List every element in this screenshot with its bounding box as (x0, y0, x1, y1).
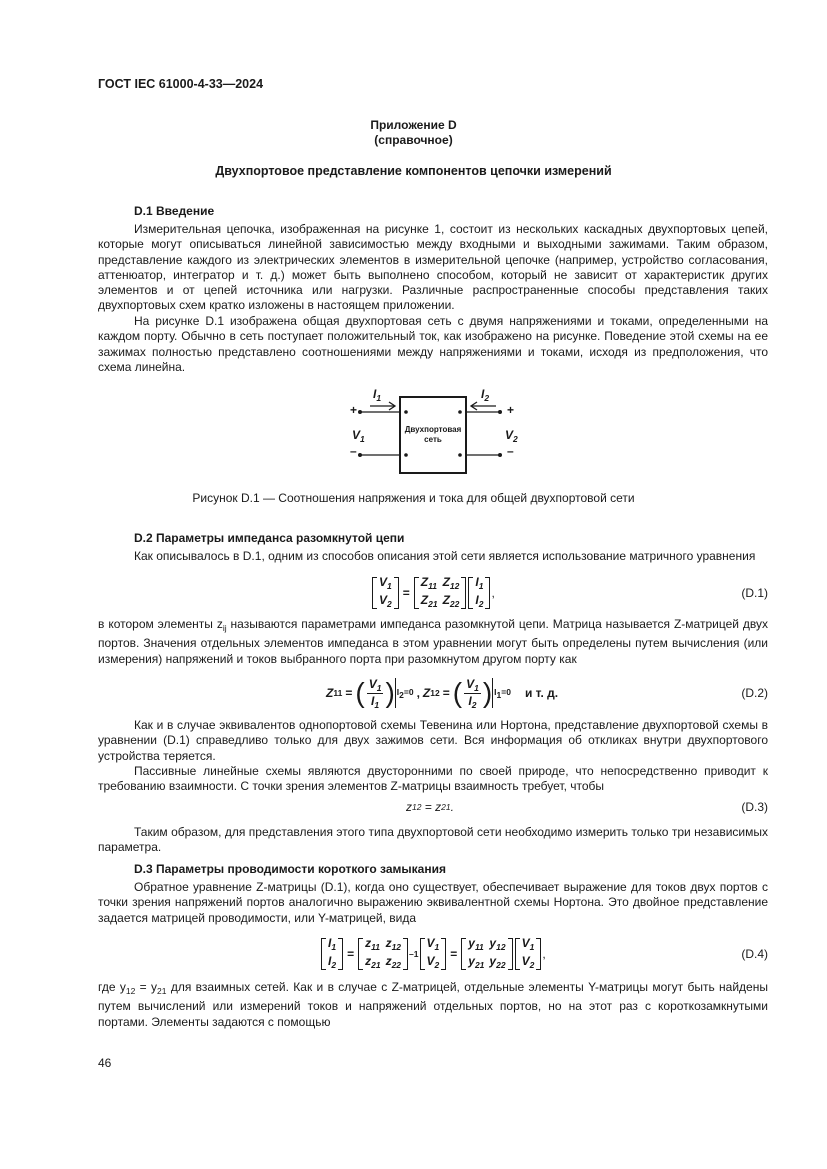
d3-paragraph-1: Обратное уравнение Z-матрицы (D.1), когда оно существует, обеспечивает выражение для токов двух портов с точки зрения напряжений портов аналогично выражению эквивалентной схемы Нортона. Это двойное представление задается матрицей проводимости, или Y-матрицей, вида (98, 880, 768, 925)
equation-d2-number: (D.2) (741, 686, 768, 700)
equation-d1 (98, 573, 768, 613)
d1-paragraph-2: На рисунке D.1 изображена общая двухпортовая сеть с двумя напряжениями и токами, определенными на каждом порту. Обычно в сеть поступает положительный ток, как изображено на рисунке. Поведение этой схемы на ее зажимах полностью представлено соотношениями между напряжениями и токами, исходя из предположения, что схема линейна. (98, 314, 768, 374)
d2-paragraph-4: Пассивные линейные схемы являются двусторонними по своей природе, что непосредственно приводит к требованию взаимности. С точки зрения элементов Z-матрицы взаимность требует, чтобы (98, 764, 768, 794)
section-d2-heading: D.2 Параметры импеданса разомкнутой цепи (134, 531, 405, 545)
equation-d1-number: (D.1) (741, 586, 768, 600)
equation-d2 (98, 670, 768, 716)
port2-minus-sign: – (507, 444, 514, 458)
current-i2-label: $I_2$ (481, 387, 490, 403)
equation-d2-body: Z 11 = ( $\frac{V_1}{I_1}$ ) $I_2=0$ , Z 12 = ( $\frac{V_1}{I_2}$ ) $I_1=0$ и т. д. (326, 676, 559, 710)
port1-minus-sign: – (350, 444, 357, 458)
d3-paragraph-2: где $y_{12} = y_{21}$ для взаимных сетей. Как и в случае с Z-матрицей, отдельные элементы Y-матрицы могут быть найдены путем вычислений или измерений токов и напряжений отдельных портов, но на этот раз с короткозамкнутыми портами. Элементы задаются с помощью (98, 980, 768, 1029)
current-i1-label: $I_1$ (373, 387, 382, 403)
annex-title: Приложение D (370, 118, 457, 132)
d2-paragraph-3: Как и в случае эквивалентов однопортовой схемы Тевенина или Нортона, представление двухпортовой схемы в уравнении (D.1) справедливо только для двух зажимов сети. Вся информация об откликах внутри двухпортового устройства теряется. (98, 718, 768, 763)
d2-paragraph-1: Как описывалось в D.1, одним из способов описания этой сети является использование матричного уравнения (134, 549, 756, 563)
equation-d4-number: (D.4) (741, 947, 768, 961)
section-d3-heading: D.3 Параметры проводимости короткого замыкания (134, 862, 446, 876)
equation-d4-body: $I_1$ $I_2$ = $z_{11}$ $z_{12}$ $z_{21}$ $z_{22}$ –1 $V_1$ $V_2$ = $y_{11}$ $y_{12}$ $y_{21}$ $y_{22}$ $V_1$ $V_2$ , (320, 934, 546, 974)
equation-d3-number: (D.3) (741, 800, 768, 814)
port2-plus-sign: + (507, 403, 515, 417)
network-box-label: Двухпортовая сеть (404, 425, 462, 444)
equation-d3-body: z 12 = z 21 . (406, 800, 454, 814)
d2-paragraph-5: Таким образом, для представления этого типа двухпортовой сети необходимо измерить только три независимых параметра. (98, 825, 768, 855)
page-number: 46 (98, 1056, 112, 1070)
d2-paragraph-2: в котором элементы $z_{ij}$ называются параметрами импеданса разомкнутой цепи. Матрица называется Z-матрицей двух портов. Значения отдельных элементов импеданса в этом уравнении могут быть определены путем вычисления (или измерения) напряжений и токов выбранного порта при разомкнутом другом порту как (98, 617, 768, 666)
annex-heading: Двухпортовое представление компонентов цепочки измерений (215, 164, 612, 178)
equation-d3 (98, 796, 768, 818)
annex-type: (справочное) (374, 133, 453, 147)
equation-d1-body: $V_1$ $V_2$ = $Z_{11}$ $Z_{12}$ $Z_{21}$ $Z_{22}$ $I_1$ $I_2$ , (371, 573, 495, 613)
d1-paragraph-1: Измерительная цепочка, изображенная на рисунке 1, состоит из нескольких каскадных двухпортовых цепей, которые могут описываться линейной зависимостью между входными и выходными зажимами. Таким образом, представление каждого из электрических элементов в измерительной цепочке (например, устройство согласования, аттенюатор, интегратор и т. д.) может быть выполнено способом, который не зависит от характеристик других элементов и от цепей источника или нагрузки. Различные распространенные способы представления таких двухпортовых схем кратко изложены в настоящем приложении. (98, 222, 768, 313)
port1-plus-sign: + (350, 403, 358, 417)
section-d1-heading: D.1 Введение (134, 204, 215, 218)
equation-d4 (98, 934, 768, 974)
figure-caption: Рисунок D.1 — Соотношения напряжения и тока для общей двухпортовой сети (192, 491, 635, 505)
voltage-v2-label: $V_2$ (505, 428, 518, 444)
standard-header: ГОСТ IEC 61000-4-33—2024 (98, 77, 264, 91)
voltage-v1-label: $V_1$ (352, 428, 365, 444)
